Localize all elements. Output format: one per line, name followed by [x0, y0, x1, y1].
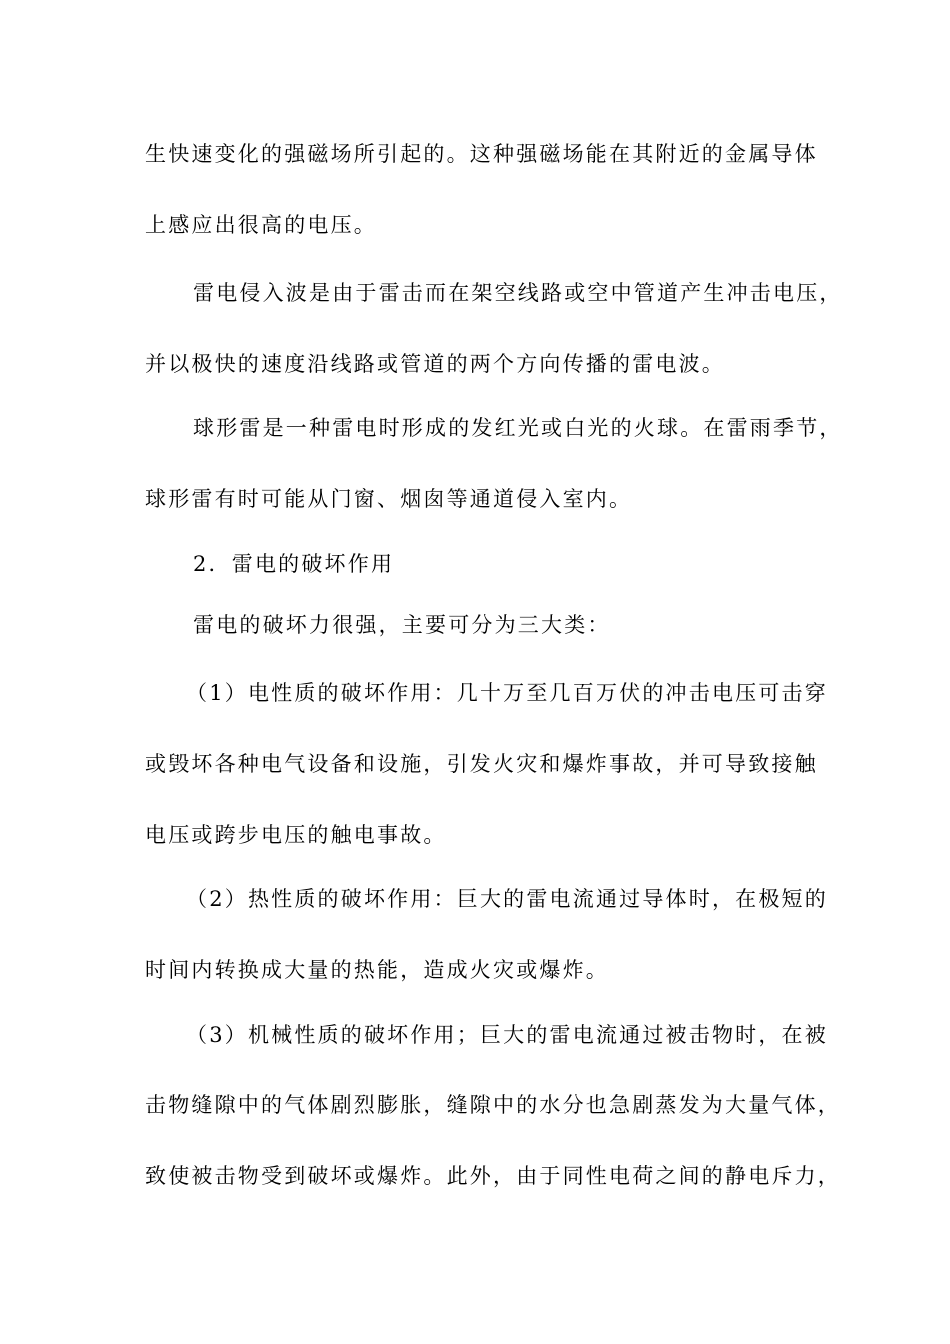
paragraph-line: 生快速变化的强磁场所引起的。这种强磁场能在其附近的金属导体 — [145, 142, 818, 166]
paragraph-line: 上感应出很高的电压。 — [145, 213, 377, 237]
paragraph-line: 致使被击物受到破坏或爆炸。此外，由于同性电荷之间的静电斥力， — [145, 1164, 841, 1188]
paragraph-line: （3）机械性质的破坏作用；巨大的雷电流通过被击物时，在被 — [186, 1023, 828, 1047]
paragraph-line: （1）电性质的破坏作用：几十万至几百万伏的冲击电压可击穿 — [186, 681, 828, 705]
paragraph-line: 电压或跨步电压的触电事故。 — [145, 823, 447, 847]
paragraph-line: 时间内转换成大量的热能，造成火灾或爆炸。 — [145, 958, 609, 982]
paragraph-line: （2）热性质的破坏作用：巨大的雷电流通过导体时，在极短的 — [186, 887, 828, 911]
paragraph-line: 击物缝隙中的气体剧烈膨胀，缝隙中的水分也急剧蒸发为大量气体， — [145, 1093, 841, 1117]
paragraph-line: 雷电侵入波是由于雷击而在架空线路或空中管道产生冲击电压， — [193, 281, 843, 305]
paragraph-line: 球形雷是一种雷电时形成的发红光或白光的火球。在雷雨季节， — [193, 416, 843, 440]
paragraph-line: 球形雷有时可能从门窗、烟囱等通道侵入室内。 — [145, 487, 633, 511]
section-heading: 2．雷电的破坏作用 — [193, 552, 395, 576]
paragraph-line: 并以极快的速度沿线路或管道的两个方向传播的雷电波。 — [145, 352, 725, 376]
paragraph-line: 或毁坏各种电气设备和设施，引发火灾和爆炸事故，并可导致接触 — [145, 752, 818, 776]
paragraph-line: 雷电的破坏力很强，主要可分为三大类： — [193, 613, 611, 637]
